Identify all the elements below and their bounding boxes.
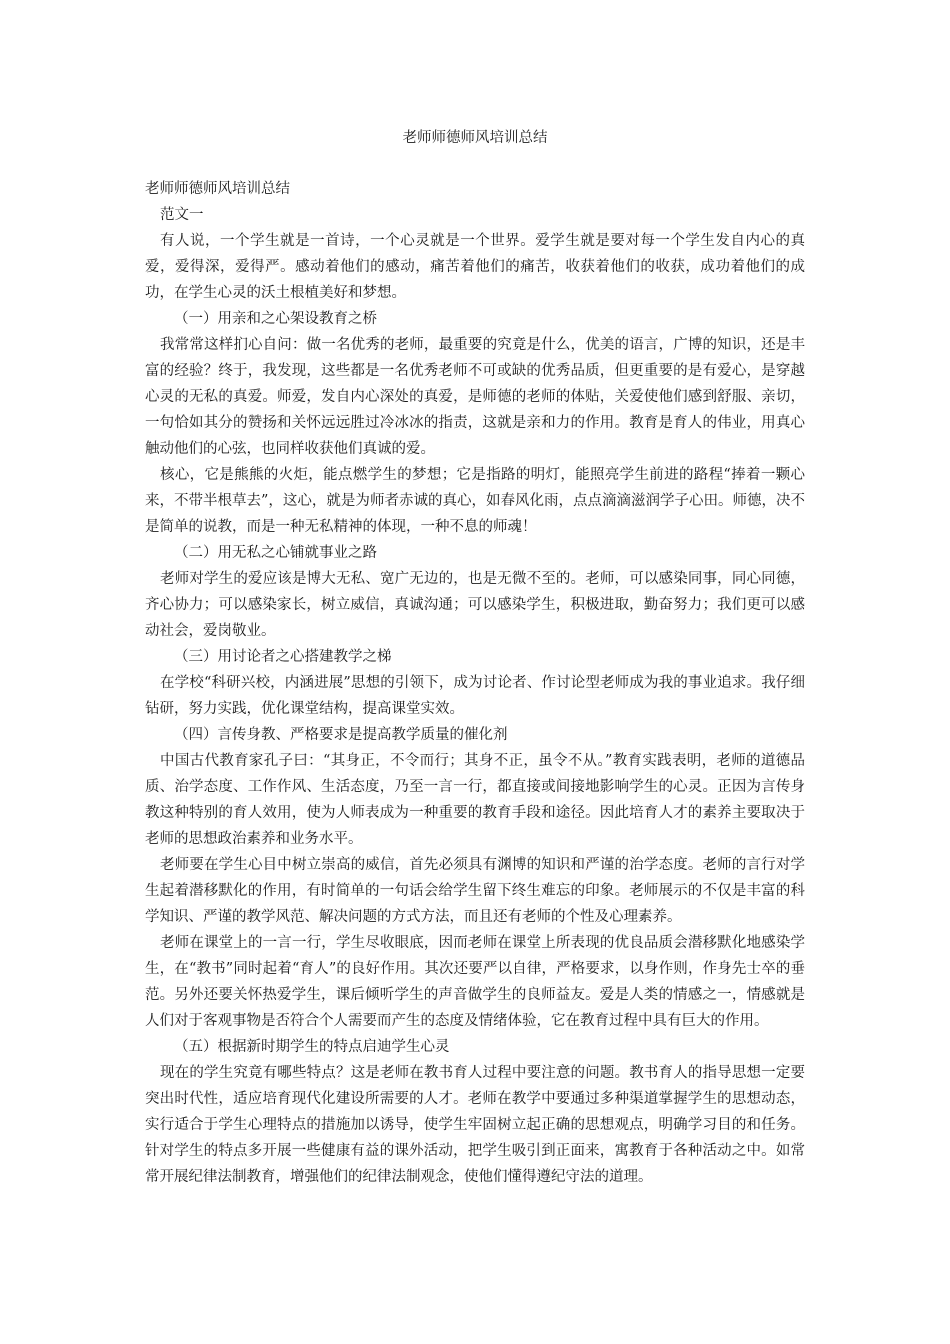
paragraph: 有人说，一个学生就是一首诗，一个心灵就是一个世界。爱学生就是要对每一个学生发自内心的真爱，爱得深，爱得严。感动着他们的感动，痛苦着他们的痛苦，收获着他们的收获，成功着他们的成功，在学生心灵的沃土根植美好和梦想。 bbox=[145, 233, 805, 301]
section-heading: （三）用讨论者之心搭建教学之梯 bbox=[174, 649, 392, 665]
paragraph: 核心，它是熊熊的火炬，能点燃学生的梦想；它是指路的明灯，能照亮学生前进的路程“捧着一颗心来，不带半根草去”，这心，就是为师者赤诚的真心，如春风化雨，点点滴滴滋润学子心田。师德，决不是简单的说教，而是一种无私精神的体现，一种不息的师魂！ bbox=[145, 467, 805, 535]
paragraph: 现在的学生究竟有哪些特点？这是老师在教书育人过程中要注意的问题。教书育人的指导思想一定要突出时代性，适应培育现代化建设所需要的人才。老师在教学中要通过多种渠道掌握学生的思想动态，实行适合于学生心理特点的措施加以诱导，使学生牢固树立起正确的思想观点，明确学习目的和任务。针对学生的特点多开展一些健康有益的课外活动，把学生吸引到正面来，寓教育于各种活动之中。如常常开展纪律法制教育，增强他们的纪律法制观念，使他们懂得遵纪守法的道理。 bbox=[145, 1065, 805, 1185]
document-body bbox=[145, 176, 805, 1190]
section-heading: （二）用无私之心铺就事业之路 bbox=[174, 545, 377, 561]
document-heading: 老师师德师风培训总结 bbox=[145, 181, 290, 197]
section-heading: （四）言传身教、严格要求是提高教学质量的催化剂 bbox=[174, 727, 508, 743]
paragraph: 在学校“科研兴校，内涵进展”思想的引领下，成为讨论者、作讨论型老师成为我的事业追求。我仔细钻研，努力实践，优化课堂结构，提高课堂实效。 bbox=[145, 675, 805, 717]
document-title: 老师师德师风培训总结 bbox=[402, 130, 548, 146]
paragraph: 中国古代教育家孔子曰：“其身正，不令而行；其身不正，虽令不从。”教育实践表明，老师的道德品质、治学态度、工作作风、生活态度，乃至一言一行，都直接或间接地影响学生的心灵。正因为言传身教这种特别的育人效用，使为人师表成为一种重要的教育手段和途径。因此培育人才的素养主要取决于老师的思想政治素养和业务水平。 bbox=[145, 753, 805, 847]
section-heading: （五）根据新时期学生的特点启迪学生心灵 bbox=[174, 1039, 450, 1055]
section-heading: （一）用亲和之心架设教育之桥 bbox=[174, 311, 377, 327]
paragraph: 老师要在学生心目中树立崇高的威信，首先必须具有渊博的知识和严谨的治学态度。老师的言行对学生起着潜移默化的作用，有时简单的一句话会给学生留下终生难忘的印象。老师展示的不仅是丰富的科学知识、严谨的教学风范、解决问题的方式方法，而且还有老师的个性及心理素养。 bbox=[145, 857, 805, 925]
sample-label: 范文一 bbox=[160, 207, 204, 223]
paragraph: 老师对学生的爱应该是博大无私、宽广无边的，也是无微不至的。老师，可以感染同事，同心同德，齐心协力；可以感染家长，树立威信，真诚沟通；可以感染学生，积极进取，勤奋努力；我们更可以感动社会，爱岗敬业。 bbox=[145, 571, 805, 639]
paragraph: 我常常这样扪心自问：做一名优秀的老师，最重要的究竟是什么，优美的语言，广博的知识，还是丰富的经验？终于，我发现，这些都是一名优秀老师不可或缺的优秀品质，但更重要的是有爱心，是穿越心灵的无私的真爱。师爱，发自内心深处的真爱，是师德的老师的体贴，关爱使他们感到舒服、亲切，一句恰如其分的赞扬和关怀远远胜过冷冰冰的指责，这就是亲和力的作用。教育是育人的伟业，用真心触动他们的心弦，也同样收获他们真诚的爱。 bbox=[145, 337, 805, 457]
paragraph: 老师在课堂上的一言一行，学生尽收眼底，因而老师在课堂上所表现的优良品质会潜移默化地感染学生，在“教书”同时起着“育人”的良好作用。其次还要严以自律，严格要求，以身作则，作身先士卒的垂范。另外还要关怀热爱学生，课后倾听学生的声音做学生的良师益友。爱是人类的情感之一，情感就是人们对于客观事物是否符合个人需要而产生的态度及情绪体验，它在教育过程中具有巨大的作用。 bbox=[145, 935, 805, 1029]
